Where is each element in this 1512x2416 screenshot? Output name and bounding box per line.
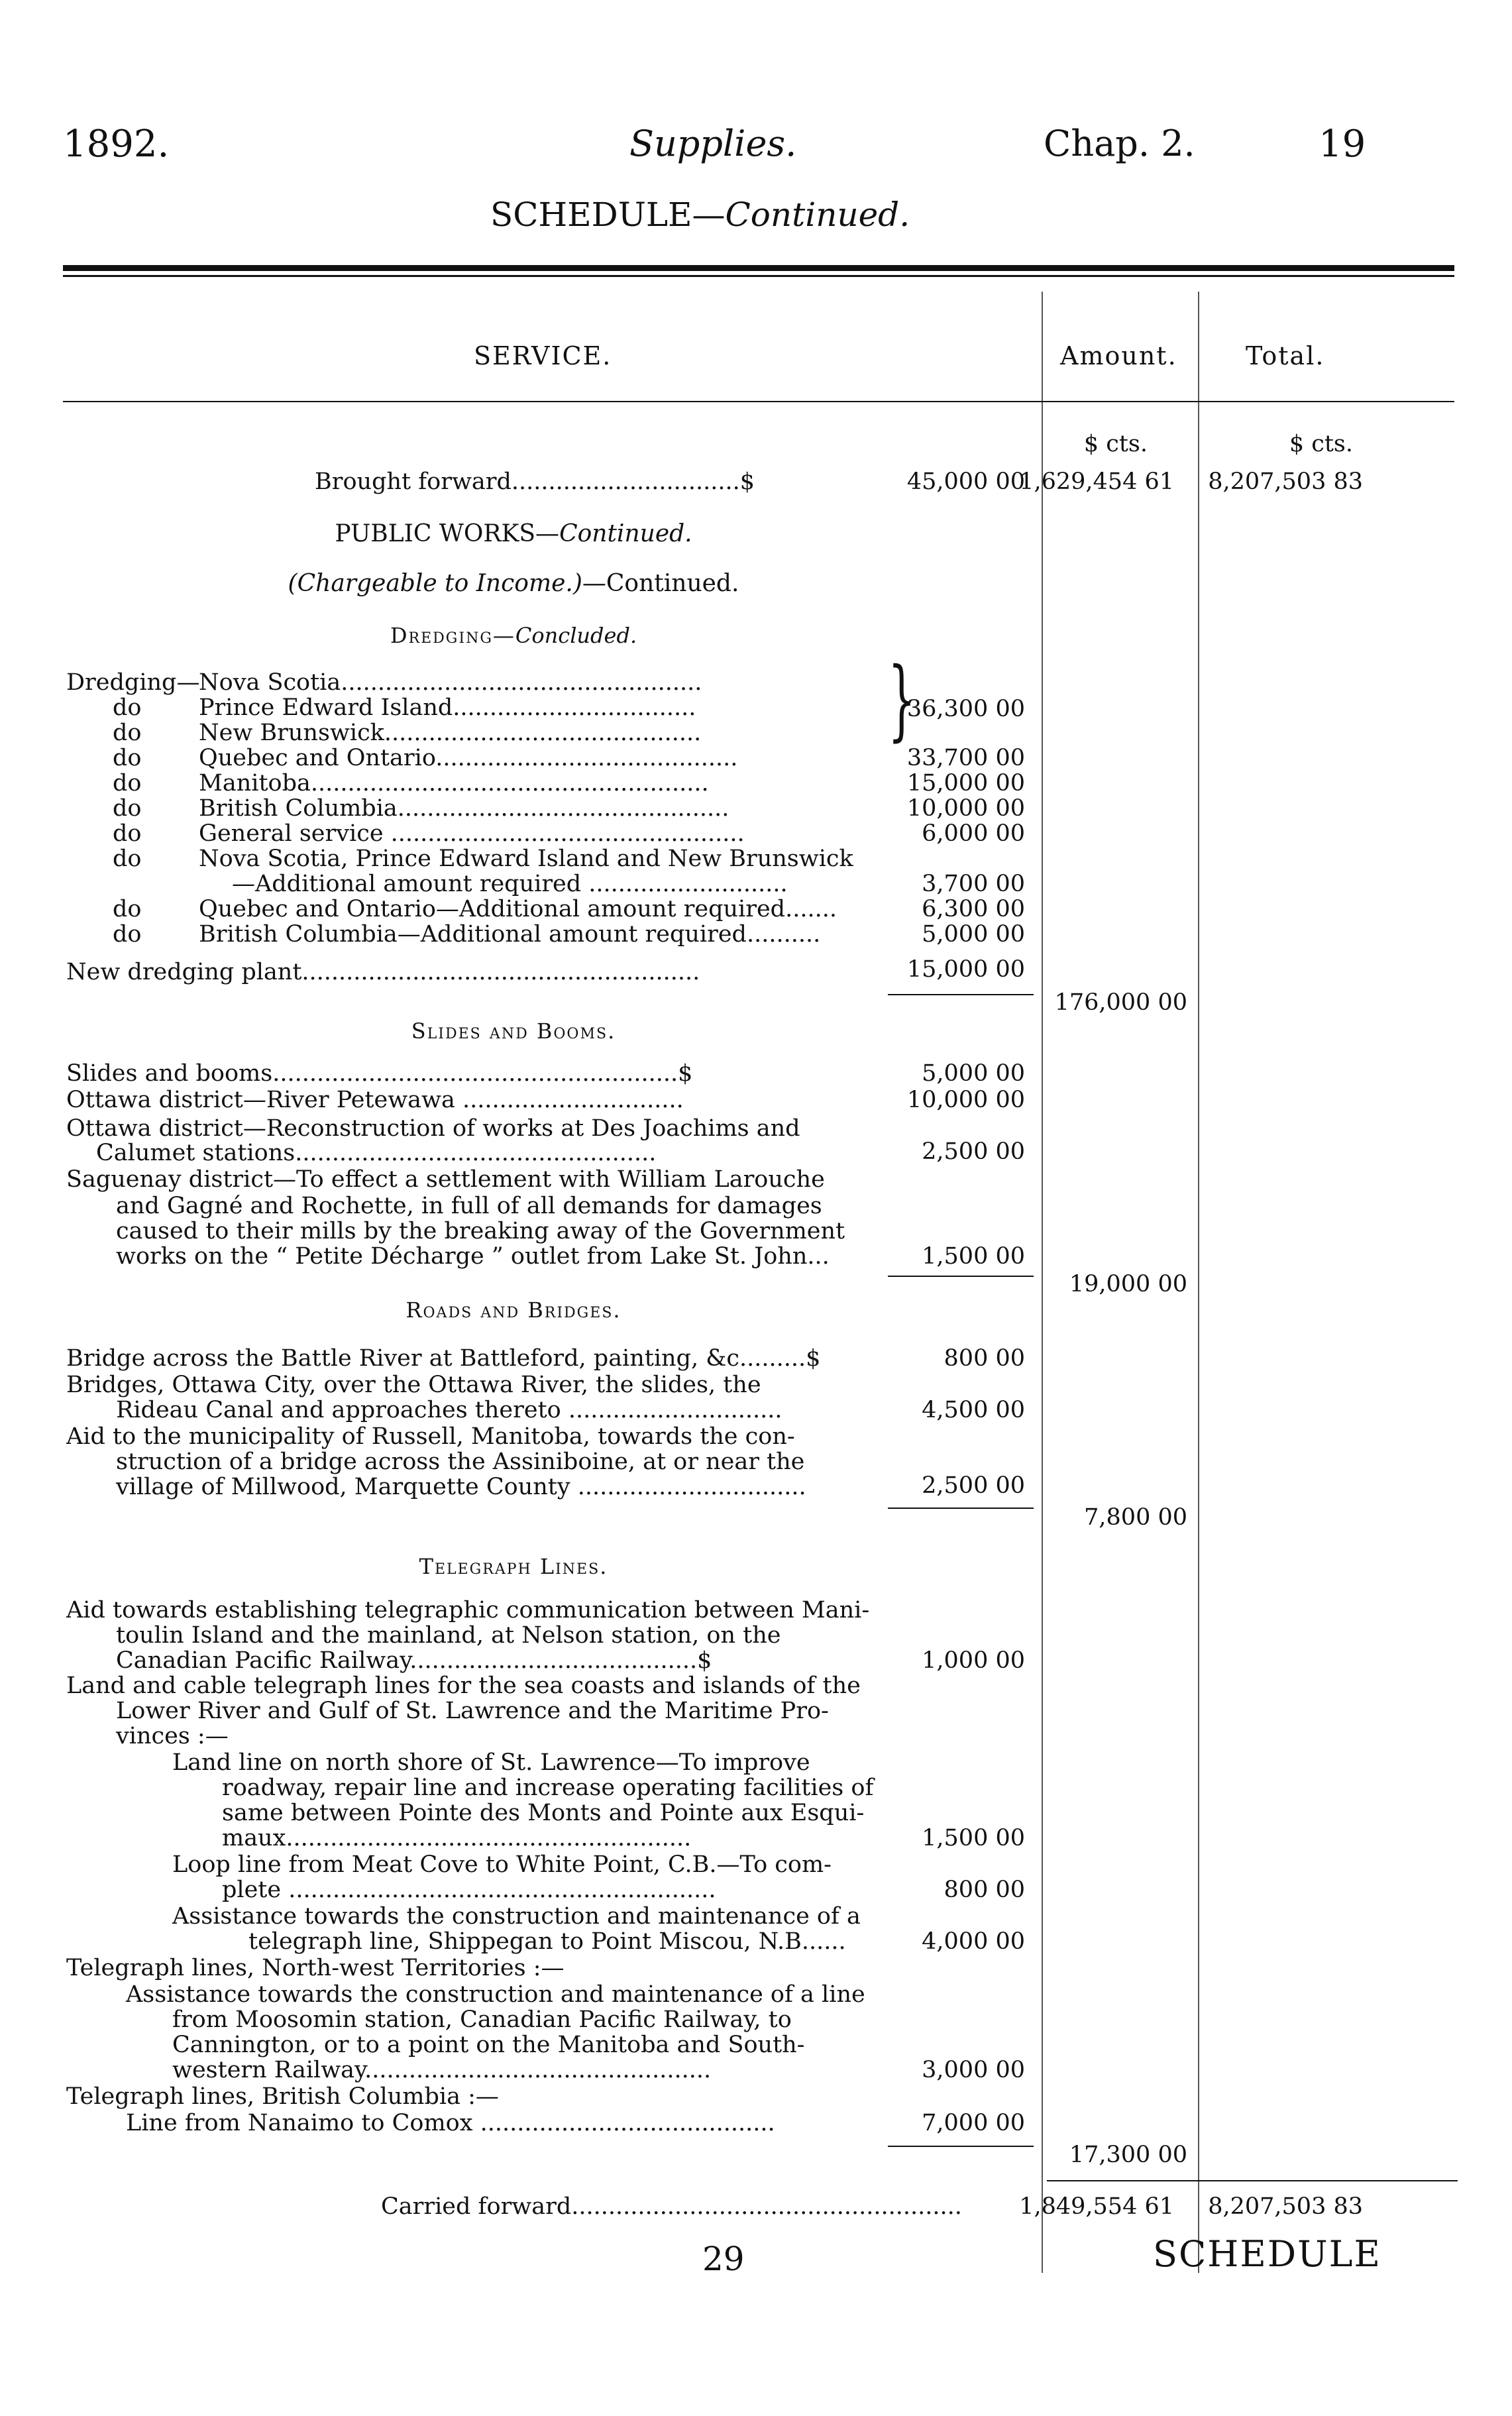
column-divider-total	[1198, 292, 1199, 2273]
page-year: 1892.	[63, 123, 170, 166]
dredging-row-text: New Brunswick...........................................	[199, 720, 702, 746]
header-rule-thick	[63, 265, 1454, 271]
carried-forward-total: 8,207,503 83	[1208, 2193, 1363, 2220]
slides-row-2: Ottawa district—River Petewawa ..............................	[66, 1087, 684, 1113]
brought-forward-sub: 45,000 00	[906, 468, 1025, 495]
telegraph-moosomin-4: western Railway...............................................	[172, 2057, 712, 2083]
dredging-row-value: 15,000 00	[906, 770, 1025, 796]
telegraph-land-2: Lower River and Gulf of St. Lawrence and the Maritime Pro-	[116, 1698, 829, 1724]
dredging-row-text: Prince Edward Island.................................	[199, 694, 696, 721]
roads-subtotal-rule	[888, 1508, 1034, 1509]
slides-row-4b: and Gagné and Rochette, in full of all demands for damages	[116, 1193, 822, 1219]
roads-row-2-value: 4,500 00	[922, 1397, 1025, 1423]
dredging-row-text: British Columbia.............................................	[199, 795, 729, 822]
dredging-row-prefix: do	[113, 745, 142, 771]
roads-row-3c: village of Millwood, Marquette County ...............................	[116, 1474, 806, 1500]
new-dredging-plant-value: 15,000 00	[906, 956, 1025, 983]
chargeable-heading-cont: —Continued.	[582, 570, 739, 597]
dredging-row-text: Nova Scotia, Prince Edward Island and New Brunswick	[199, 846, 853, 872]
telegraph-aid-2: toulin Island and the mainland, at Nelson station, on the	[116, 1622, 781, 1649]
schedule-heading-continued: Continued.	[725, 195, 910, 234]
telegraph-moosomin-3: Cannington, or to a point on the Manitoba and South-	[172, 2032, 805, 2058]
slides-heading: Slides and Booms.	[411, 1018, 616, 1044]
slides-row-4c: caused to their mills by the breaking away of the Government	[116, 1218, 845, 1244]
telegraph-land-1: Land and cable telegraph lines for the sea coasts and islands of the	[66, 1673, 861, 1699]
brought-forward-label: Brought forward...............................$	[315, 468, 755, 495]
cts-label-total: $ cts.	[1289, 431, 1353, 457]
footer-page-number: 29	[702, 2240, 745, 2278]
roads-heading: Roads and Bridges.	[405, 1297, 621, 1323]
telegraph-comox-value: 7,000 00	[922, 2110, 1025, 2136]
roads-row-2a: Bridges, Ottawa City, over the Ottawa River, the slides, the	[66, 1372, 761, 1398]
slides-row-1: Slides and booms.......................................................$	[66, 1060, 693, 1087]
cts-label-amount: $ cts.	[1083, 431, 1148, 457]
chargeable-heading	[63, 570, 964, 597]
roads-row-3b: struction of a bridge across the Assiniboine, at or near the	[116, 1449, 805, 1475]
telegraph-north-shore-value: 1,500 00	[922, 1825, 1025, 1851]
telegraph-north-shore-4: maux.......................................................	[222, 1825, 692, 1851]
dredging-row-value: 10,000 00	[906, 795, 1025, 822]
dredging-row-prefix: do	[113, 820, 142, 847]
slides-row-4d: works on the “ Petite Décharge ” outlet from Lake St. John...	[116, 1243, 830, 1270]
column-heading-amount: Amount.	[1060, 341, 1177, 370]
telegraph-moosomin-2: from Moosomin station, Canadian Pacific Railway, to	[172, 2006, 792, 2033]
slides-row-4a: Saguenay district—To effect a settlement with William Larouche	[66, 1166, 825, 1193]
page-number: 19	[1319, 123, 1366, 166]
schedule-heading-main: SCHEDULE—	[490, 195, 726, 234]
public-works-heading-main: PUBLIC WORKS—	[335, 520, 560, 547]
telegraph-total: 17,300 00	[1069, 2142, 1187, 2168]
roads-total: 7,800 00	[1084, 1504, 1187, 1531]
telegraph-north-shore-3: same between Pointe des Monts and Pointe aux Esqui-	[222, 1800, 865, 1826]
slides-row-2-value: 10,000 00	[906, 1087, 1025, 1113]
dredging-row-text: —Additional amount required ...........................	[232, 871, 788, 897]
telegraph-land-3: vinces :—	[116, 1723, 229, 1749]
slides-row-3a: Ottawa district—Reconstruction of works at Des Joachims and	[66, 1115, 800, 1142]
public-works-heading	[63, 520, 964, 547]
dredging-brace-value: 36,300 00	[906, 696, 1025, 722]
telegraph-bc-heading: Telegraph lines, British Columbia :—	[66, 2083, 499, 2110]
dredging-row-prefix: do	[113, 921, 142, 948]
slides-total: 19,000 00	[1069, 1271, 1187, 1297]
dredging-row-value: 6,000 00	[922, 820, 1025, 847]
dredging-row-prefix: do	[113, 694, 142, 721]
roads-row-2b: Rideau Canal and approaches thereto .............................	[116, 1397, 783, 1423]
chargeable-heading-main: (Chargeable to Income.)	[288, 570, 582, 597]
roads-row-1: Bridge across the Battle River at Battleford, painting, &c.........$	[66, 1345, 821, 1372]
dredging-row-value: 5,000 00	[922, 921, 1025, 948]
dredging-total: 176,000 00	[1054, 989, 1187, 1016]
telegraph-aid-value: 1,000 00	[922, 1647, 1025, 1674]
telegraph-miscou-1: Assistance towards the construction and maintenance of a	[172, 1903, 861, 1930]
telegraph-moosomin-value: 3,000 00	[922, 2057, 1025, 2083]
roads-row-3-value: 2,500 00	[922, 1472, 1025, 1499]
dredging-row-text: Nova Scotia.................................................	[199, 669, 702, 696]
telegraph-loop-2: plete ..........................................................	[222, 1877, 716, 1903]
dredging-heading-main: Dredging—	[390, 623, 515, 648]
dredging-row-prefix: do	[113, 720, 142, 746]
dredging-row-prefix: do	[113, 770, 142, 796]
telegraph-miscou-value: 4,000 00	[922, 1928, 1025, 1955]
column-heading-rule	[63, 401, 1454, 402]
slides-row-1-value: 5,000 00	[922, 1060, 1025, 1087]
slides-subtotal-rule	[888, 1276, 1034, 1277]
schedule-heading	[490, 195, 910, 234]
dredging-row-value: 33,700 00	[906, 745, 1025, 771]
telegraph-north-shore-2: roadway, repair line and increase operating facilities of	[222, 1775, 874, 1801]
dredging-row-text: Quebec and Ontario—Additional amount required.......	[199, 896, 837, 922]
dredging-row-prefix: Dredging—	[66, 669, 200, 696]
slides-row-3b: Calumet stations.................................................	[96, 1140, 657, 1166]
dredging-heading-cont: Concluded.	[515, 623, 637, 648]
carried-forward-rule	[1047, 2180, 1458, 2181]
dredging-row-text: British Columbia—Additional amount required..........	[199, 921, 821, 948]
column-heading-service: SERVICE.	[474, 341, 612, 370]
dredging-row-value: 6,300 00	[922, 896, 1025, 922]
dredging-subtotal-rule	[888, 994, 1034, 995]
telegraph-loop-1: Loop line from Meat Cove to White Point, C.B.—To com-	[172, 1851, 832, 1878]
telegraph-aid-1: Aid towards establishing telegraphic communication between Mani-	[66, 1597, 870, 1623]
roads-row-1-value: 800 00	[944, 1345, 1025, 1372]
dredging-row-prefix: do	[113, 896, 142, 922]
dredging-heading	[63, 623, 964, 648]
dredging-row-text: General service ................................................	[199, 820, 745, 847]
carried-forward-label: Carried forward.....................................................	[381, 2193, 962, 2220]
slides-row-3-value: 2,500 00	[922, 1138, 1025, 1165]
telegraph-miscou-2: telegraph line, Shippegan to Point Miscou, N.B......	[248, 1928, 846, 1955]
new-dredging-plant-label: New dredging plant......................................................	[66, 959, 700, 985]
dredging-row-value: 3,700 00	[922, 871, 1025, 897]
chapter-label: Chap. 2.	[1044, 123, 1195, 164]
dredging-row-text: Quebec and Ontario.........................................	[199, 745, 738, 771]
column-divider-amount	[1042, 292, 1043, 2273]
roads-row-3a: Aid to the municipality of Russell, Manitoba, towards the con-	[66, 1423, 795, 1450]
dredging-row-prefix: do	[113, 795, 142, 822]
telegraph-moosomin-1: Assistance towards the construction and maintenance of a line	[126, 1981, 865, 2008]
telegraph-subtotal-rule	[888, 2146, 1034, 2147]
carried-forward-amount: 1,849,554 61	[1019, 2193, 1174, 2220]
telegraph-aid-3: Canadian Pacific Railway.......................................$	[116, 1647, 712, 1674]
telegraph-comox-row: Line from Nanaimo to Comox ........................................	[126, 2110, 775, 2136]
page-running-title: Supplies.	[629, 123, 797, 164]
telegraph-north-shore-1: Land line on north shore of St. Lawrence—To improve	[172, 1749, 810, 1776]
footer-catchword: SCHEDULE	[1153, 2233, 1381, 2275]
telegraph-heading: Telegraph Lines.	[419, 1554, 608, 1579]
brought-forward-total: 8,207,503 83	[1208, 468, 1363, 495]
column-heading-total: Total.	[1246, 341, 1325, 370]
slides-row-4-value: 1,500 00	[922, 1243, 1025, 1270]
telegraph-loop-value: 800 00	[944, 1877, 1025, 1903]
telegraph-nwt-heading: Telegraph lines, North-west Territories :—	[66, 1955, 565, 1981]
dredging-row-prefix: do	[113, 846, 142, 872]
dredging-row-text: Manitoba......................................................	[199, 770, 709, 796]
brace-bracket: }	[888, 649, 916, 751]
public-works-heading-cont: Continued.	[559, 520, 692, 547]
header-rule-thin	[63, 275, 1454, 277]
brought-forward-amount: 1,629,454 61	[1019, 468, 1174, 495]
